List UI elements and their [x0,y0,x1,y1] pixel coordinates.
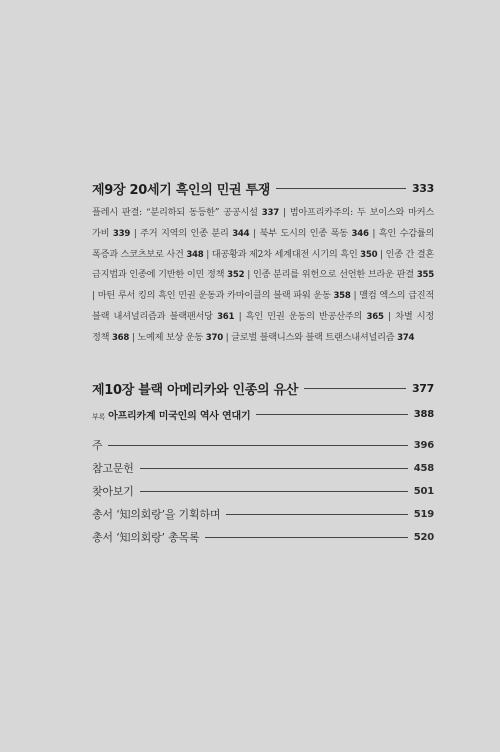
chapter-9-page: 333 [411,182,434,195]
chapter-10-page: 377 [411,382,434,395]
section-item [92,207,279,218]
chapter-9-sections [92,203,434,349]
section-title: 차별 시정 정책 [92,310,434,343]
backmatter-item-series-list [92,529,434,545]
section-separator: | [388,310,391,322]
section-page: 355 [416,270,435,281]
section-item [137,332,223,343]
section-title: 주거 지역의 인종 분리 [140,227,229,239]
section-title: 노예제 보상 운동 [137,331,204,343]
section-separator: | [225,331,229,343]
chapter-9-title: 제9장 20세기 흑인의 민권 투쟁 [92,183,270,198]
section-item [231,332,414,343]
section-page: 365 [366,311,384,322]
section-item [212,249,378,260]
section-title: 인종 분리를 위헌으로 선언한 브라운 판결 [252,269,414,281]
leader-rule [140,468,408,469]
section-page: 344 [232,228,250,239]
chapter-10-title: 제10장 블랙 아메리카와 인종의 유산 [92,383,299,398]
chapter-10-heading [92,379,434,398]
leader-rule [304,388,406,389]
section-title: 플레시 판결: “분리하되 동등한” 공공시설 [92,207,258,218]
leader-rule [140,491,408,492]
section-page: 361 [217,311,235,322]
section-title: 글로벌 블랙니스와 블랙 트랜스내셔널리즘 [231,331,395,343]
section-separator: | [133,227,137,239]
section-separator: | [282,207,286,218]
section-title: 북부 도시의 인종 폭동 [259,227,348,239]
appendix-prefix: 부록 [92,413,106,421]
backmatter-title: 총서 ‘知의회랑’ 총목록 [92,531,200,544]
section-page: 358 [333,291,351,302]
section-separator: | [380,248,383,260]
backmatter-page: 501 [413,485,434,497]
section-title: 마틴 루서 킹의 흑인 민권 운동과 카마이클의 블랙 파워 운동 [97,290,331,302]
backmatter-title: 주 [92,439,103,452]
section-separator: | [238,310,242,322]
section-separator: | [206,248,210,260]
section-separator: | [372,227,376,239]
section-item [98,290,351,301]
section-page: 352 [227,270,245,281]
section-title: 범아프리카주의: 두 보이스와 마커스 가비 [92,207,435,239]
backmatter-item-series-intro [92,506,434,522]
leader-rule [226,514,407,515]
section-page: 368 [111,332,130,343]
backmatter-item-bibliography [92,460,434,476]
backmatter-item-index [92,483,434,499]
backmatter-page: 519 [413,508,434,520]
backmatter-title: 총서 ‘知의회랑’을 기획하며 [92,508,221,521]
section-page: 350 [360,249,378,260]
appendix-page: 388 [413,409,434,420]
section-separator: | [247,269,251,281]
section-separator: | [253,227,256,239]
section-page: 374 [397,332,415,343]
backmatter-title: 찾아보기 [92,485,134,498]
section-title: 인종 간 결혼 금지법과 인종에 기반한 이민 정책 [92,248,435,281]
section-page: 370 [205,332,223,343]
section-title: 흑인 민권 운동의 반공산주의 [245,310,363,322]
leader-rule [108,445,407,446]
leader-rule [276,188,406,189]
section-page: 348 [186,249,204,260]
section-title: 흑인 수감률의 폭증과 스코츠보로 사건 [92,227,435,260]
section-item [253,269,434,280]
backmatter-page: 520 [413,531,434,543]
section-page: 339 [112,228,131,239]
backmatter-page: 396 [413,439,434,451]
section-separator: | [92,290,95,302]
leader-rule [205,537,407,538]
section-item [246,311,384,322]
backmatter-page: 458 [413,462,434,474]
chapter-9-heading [92,179,434,198]
section-separator: | [131,331,135,343]
section-page: 346 [351,228,369,239]
section-item [259,228,368,239]
section-title: 대공황과 제2차 세계대전 시기의 흑인 [211,248,358,260]
leader-rule [256,414,407,415]
section-title: 맬컴 엑스의 급진적 블랙 내셔널리즘과 블랙팬서당 [92,290,435,322]
section-page: 337 [261,208,279,218]
section-item [140,228,249,239]
backmatter-item-notes [92,437,434,453]
section-separator: | [353,290,357,302]
appendix-heading [92,407,434,422]
appendix-title: 아프리카계 미국인의 역사 연대기 [108,411,251,422]
backmatter-title: 참고문헌 [92,462,134,475]
